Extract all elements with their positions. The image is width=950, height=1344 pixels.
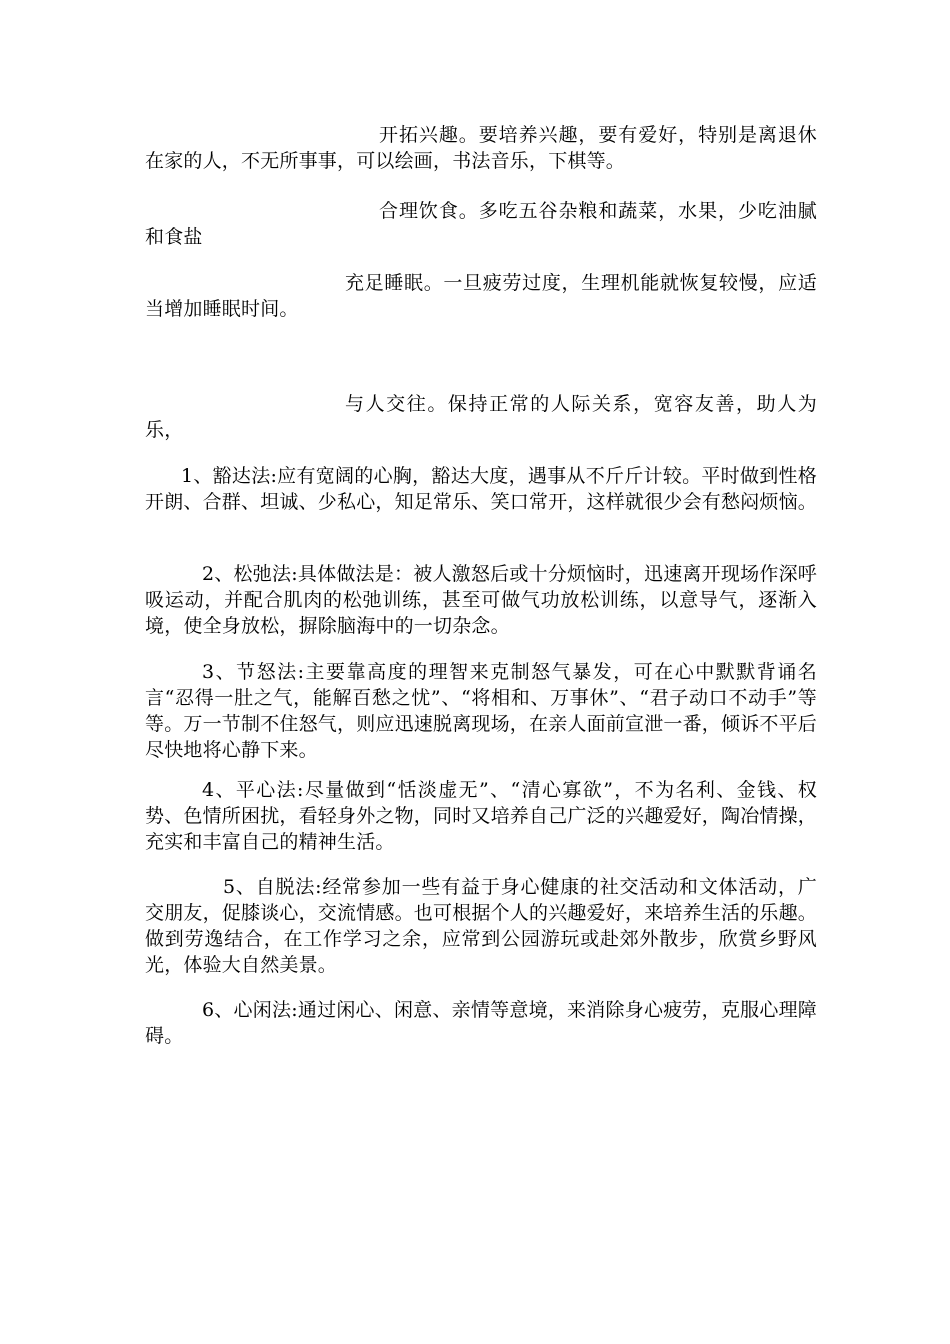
paragraph-method-3: 3、节怒法:主要靠高度的理智来克制怒气暴发，可在心中默默背诵名言“忍得一肚之气，能解百愁之忧”、“将相和、万事休”、“君子动口不动手”等等。万一节制不住怒气，则应迅速脱离现场，在亲人面前宣泄一番，倾诉不平后尽快地将心静下来。 — [145, 661, 818, 761]
paragraph-socializing: 与人交往。保持正常的人际关系，宽容友善，助人为乐， — [145, 393, 817, 441]
paragraph-method-5: 5、自脱法:经常参加一些有益于身心健康的社交活动和文体活动，广交朋友，促膝谈心，交流情感。也可根据个人的兴趣爱好，来培养生活的乐趣。做到劳逸结合，在工作学习之余，应常到公园游玩或赴郊外散步，欣赏乡野风光，体验大自然美景。 — [145, 876, 818, 976]
paragraph-method-2: 2、松弛法:具体做法是：被人激怒后或十分烦恼时，迅速离开现场作深呼吸运动，并配合肌肉的松弛训练，甚至可做气功放松训练，以意导气，逐渐入境，使全身放松，摒除脑海中的一切杂念。 — [145, 563, 817, 637]
paragraph-interests: 开拓兴趣。要培养兴趣，要有爱好，特别是离退休在家的人，不无所事事，可以绘画，书法音乐，下棋等。 — [145, 124, 817, 172]
paragraph-method-6: 6、心闲法:通过闲心、闲意、亲情等意境，来消除身心疲劳，克服心理障碍。 — [145, 999, 817, 1047]
paragraph-method-1: 1、豁达法:应有宽阔的心胸，豁达大度，遇事从不斤斤计较。平时做到性格开朗、合群、坦诚、少私心，知足常乐、笑口常开，这样就很少会有愁闷烦恼。 — [145, 465, 818, 513]
paragraph-method-4: 4、平心法:尽量做到“恬淡虚无”、“清心寡欲”，不为名利、金钱、权势、色情所困扰，看轻身外之物，同时又培养自己广泛的兴趣爱好，陶冶情操，充实和丰富自己的精神生活。 — [145, 779, 818, 853]
paragraph-diet: 合理饮食。多吃五谷杂粮和蔬菜，水果，少吃油腻和食盐 — [145, 200, 817, 248]
paragraph-sleep: 充足睡眠。一旦疲劳过度，生理机能就恢复较慢，应适当增加睡眠时间。 — [145, 272, 817, 320]
